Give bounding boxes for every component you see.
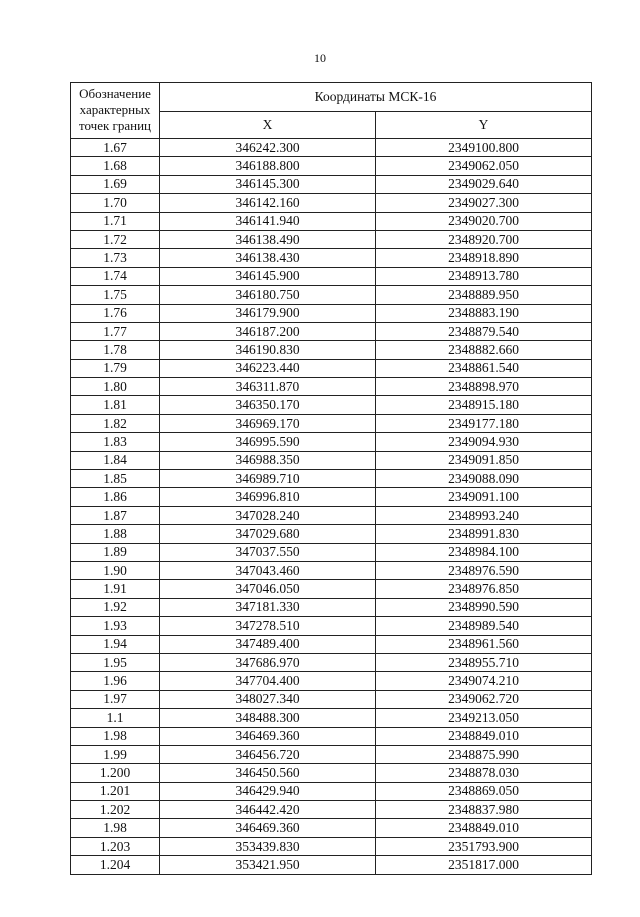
table-row <box>71 709 592 727</box>
y-coordinate-cell: 2349091.850 <box>376 451 592 469</box>
y-coordinate-cell: 2348955.710 <box>376 653 592 671</box>
table-row <box>71 543 592 561</box>
y-coordinate-cell: 2349062.720 <box>376 690 592 708</box>
point-id-cell: 1.94 <box>71 635 160 653</box>
table-row <box>71 304 592 322</box>
x-column-header: X <box>160 111 376 138</box>
x-coordinate-cell: 346188.800 <box>160 157 376 175</box>
point-id-cell: 1.80 <box>71 378 160 396</box>
x-coordinate-cell: 348488.300 <box>160 709 376 727</box>
x-coordinate-cell: 347037.550 <box>160 543 376 561</box>
x-coordinate-cell: 346469.360 <box>160 727 376 745</box>
x-coordinate-cell: 346442.420 <box>160 801 376 819</box>
table-row <box>71 378 592 396</box>
y-coordinate-cell: 2348991.830 <box>376 525 592 543</box>
x-coordinate-cell: 353421.950 <box>160 856 376 874</box>
x-coordinate-cell: 346429.940 <box>160 782 376 800</box>
y-coordinate-cell: 2349029.640 <box>376 175 592 193</box>
x-coordinate-cell: 346138.490 <box>160 230 376 248</box>
point-id-cell: 1.83 <box>71 433 160 451</box>
point-id-cell: 1.81 <box>71 396 160 414</box>
point-id-cell: 1.98 <box>71 819 160 837</box>
table-row <box>71 194 592 212</box>
table-row <box>71 598 592 616</box>
point-id-cell: 1.89 <box>71 543 160 561</box>
table-row <box>71 580 592 598</box>
point-id-cell: 1.92 <box>71 598 160 616</box>
table-row <box>71 286 592 304</box>
point-id-cell: 1.72 <box>71 230 160 248</box>
x-coordinate-cell: 346138.430 <box>160 249 376 267</box>
y-coordinate-cell: 2348915.180 <box>376 396 592 414</box>
point-id-cell: 1.75 <box>71 286 160 304</box>
table-row <box>71 782 592 800</box>
y-coordinate-cell: 2349100.800 <box>376 139 592 157</box>
y-coordinate-cell: 2348849.010 <box>376 819 592 837</box>
point-id-cell: 1.203 <box>71 837 160 855</box>
point-id-cell: 1.1 <box>71 709 160 727</box>
point-id-cell: 1.85 <box>71 470 160 488</box>
point-id-cell: 1.93 <box>71 617 160 635</box>
point-id-cell: 1.71 <box>71 212 160 230</box>
y-coordinate-cell: 2349213.050 <box>376 709 592 727</box>
point-id-cell: 1.87 <box>71 506 160 524</box>
point-id-cell: 1.67 <box>71 139 160 157</box>
x-coordinate-cell: 346456.720 <box>160 745 376 763</box>
x-coordinate-cell: 347704.400 <box>160 672 376 690</box>
point-id-cell: 1.88 <box>71 525 160 543</box>
table-row <box>71 414 592 432</box>
y-coordinate-cell: 2349091.100 <box>376 488 592 506</box>
y-coordinate-cell: 2348976.850 <box>376 580 592 598</box>
table-row <box>71 322 592 340</box>
table-row <box>71 745 592 763</box>
y-coordinate-cell: 2348913.780 <box>376 267 592 285</box>
point-id-cell: 1.91 <box>71 580 160 598</box>
point-id-cell: 1.97 <box>71 690 160 708</box>
x-coordinate-cell: 346242.300 <box>160 139 376 157</box>
x-coordinate-cell: 346469.360 <box>160 819 376 837</box>
x-coordinate-cell: 347028.240 <box>160 506 376 524</box>
y-coordinate-cell: 2348849.010 <box>376 727 592 745</box>
point-designation-header-line-3: точек границ <box>78 118 152 133</box>
x-coordinate-cell: 347686.970 <box>160 653 376 671</box>
y-coordinate-cell: 2349062.050 <box>376 157 592 175</box>
y-coordinate-cell: 2348889.950 <box>376 286 592 304</box>
y-coordinate-cell: 2351817.000 <box>376 856 592 874</box>
table-row <box>71 819 592 837</box>
y-coordinate-cell: 2349177.180 <box>376 414 592 432</box>
x-coordinate-cell: 347489.400 <box>160 635 376 653</box>
table-body <box>71 139 592 875</box>
table-row <box>71 672 592 690</box>
x-coordinate-cell: 353439.830 <box>160 837 376 855</box>
y-coordinate-cell: 2348993.240 <box>376 506 592 524</box>
y-coordinate-cell: 2348920.700 <box>376 230 592 248</box>
y-coordinate-cell: 2349074.210 <box>376 672 592 690</box>
point-id-cell: 1.95 <box>71 653 160 671</box>
point-designation-header-line-1: Обозначение <box>79 86 151 101</box>
table-row <box>71 230 592 248</box>
table-row <box>71 525 592 543</box>
x-coordinate-cell: 346179.900 <box>160 304 376 322</box>
point-id-cell: 1.99 <box>71 745 160 763</box>
x-coordinate-cell: 346145.300 <box>160 175 376 193</box>
x-coordinate-cell: 346141.940 <box>160 212 376 230</box>
point-id-cell: 1.98 <box>71 727 160 745</box>
point-id-cell: 1.69 <box>71 175 160 193</box>
y-coordinate-cell: 2348976.590 <box>376 561 592 579</box>
y-column-header: Y <box>376 111 592 138</box>
table-row <box>71 470 592 488</box>
x-coordinate-cell: 346969.170 <box>160 414 376 432</box>
point-id-cell: 1.86 <box>71 488 160 506</box>
table-row <box>71 617 592 635</box>
table-row <box>71 359 592 377</box>
point-id-cell: 1.79 <box>71 359 160 377</box>
x-coordinate-cell: 346350.170 <box>160 396 376 414</box>
x-coordinate-cell: 348027.340 <box>160 690 376 708</box>
table-row <box>71 561 592 579</box>
y-coordinate-cell: 2348961.560 <box>376 635 592 653</box>
x-coordinate-cell: 347029.680 <box>160 525 376 543</box>
x-coordinate-cell: 347278.510 <box>160 617 376 635</box>
table-row <box>71 175 592 193</box>
point-id-cell: 1.200 <box>71 764 160 782</box>
y-coordinate-cell: 2348883.190 <box>376 304 592 322</box>
x-coordinate-cell: 346187.200 <box>160 322 376 340</box>
point-id-cell: 1.202 <box>71 801 160 819</box>
table-row <box>71 506 592 524</box>
page-number: 10 <box>314 51 326 65</box>
y-coordinate-cell: 2348990.590 <box>376 598 592 616</box>
x-coordinate-cell: 346996.810 <box>160 488 376 506</box>
y-coordinate-cell: 2348989.540 <box>376 617 592 635</box>
point-id-cell: 1.68 <box>71 157 160 175</box>
x-coordinate-cell: 347046.050 <box>160 580 376 598</box>
y-coordinate-cell: 2348875.990 <box>376 745 592 763</box>
table-row <box>71 212 592 230</box>
table-row <box>71 653 592 671</box>
point-id-cell: 1.90 <box>71 561 160 579</box>
table-row <box>71 488 592 506</box>
coordinates-group-header: Координаты МСК-16 <box>160 83 592 112</box>
y-coordinate-cell: 2348861.540 <box>376 359 592 377</box>
table-row <box>71 433 592 451</box>
y-coordinate-cell: 2348879.540 <box>376 322 592 340</box>
table-row <box>71 139 592 157</box>
y-coordinate-cell: 2349027.300 <box>376 194 592 212</box>
y-coordinate-cell: 2349020.700 <box>376 212 592 230</box>
y-coordinate-cell: 2348984.100 <box>376 543 592 561</box>
y-coordinate-cell: 2351793.900 <box>376 837 592 855</box>
x-coordinate-cell: 346450.560 <box>160 764 376 782</box>
y-coordinate-cell: 2348837.980 <box>376 801 592 819</box>
table-row <box>71 727 592 745</box>
x-coordinate-cell: 346311.870 <box>160 378 376 396</box>
x-coordinate-cell: 347043.460 <box>160 561 376 579</box>
x-coordinate-cell: 346223.440 <box>160 359 376 377</box>
table-header <box>71 83 592 139</box>
x-coordinate-cell: 346989.710 <box>160 470 376 488</box>
table-row <box>71 267 592 285</box>
y-coordinate-cell: 2348918.890 <box>376 249 592 267</box>
point-designation-header <box>71 83 160 139</box>
table-row <box>71 341 592 359</box>
y-coordinate-cell: 2348898.970 <box>376 378 592 396</box>
table-row <box>71 451 592 469</box>
table-row <box>71 396 592 414</box>
table-row <box>71 801 592 819</box>
point-designation-header-line-2: характерных <box>79 102 151 117</box>
point-id-cell: 1.204 <box>71 856 160 874</box>
point-id-cell: 1.74 <box>71 267 160 285</box>
point-id-cell: 1.76 <box>71 304 160 322</box>
table-row <box>71 764 592 782</box>
y-coordinate-cell: 2349088.090 <box>376 470 592 488</box>
point-id-cell: 1.77 <box>71 322 160 340</box>
x-coordinate-cell: 346180.750 <box>160 286 376 304</box>
coordinates-table <box>70 82 592 875</box>
point-id-cell: 1.201 <box>71 782 160 800</box>
point-id-cell: 1.78 <box>71 341 160 359</box>
x-coordinate-cell: 346190.830 <box>160 341 376 359</box>
y-coordinate-cell: 2348882.660 <box>376 341 592 359</box>
point-id-cell: 1.82 <box>71 414 160 432</box>
point-id-cell: 1.73 <box>71 249 160 267</box>
table-row <box>71 635 592 653</box>
x-coordinate-cell: 346142.160 <box>160 194 376 212</box>
point-id-cell: 1.96 <box>71 672 160 690</box>
x-coordinate-cell: 346995.590 <box>160 433 376 451</box>
y-coordinate-cell: 2349094.930 <box>376 433 592 451</box>
x-coordinate-cell: 347181.330 <box>160 598 376 616</box>
table-row <box>71 837 592 855</box>
y-coordinate-cell: 2348869.050 <box>376 782 592 800</box>
point-id-cell: 1.84 <box>71 451 160 469</box>
x-coordinate-cell: 346988.350 <box>160 451 376 469</box>
point-id-cell: 1.70 <box>71 194 160 212</box>
table-row <box>71 856 592 874</box>
table-row <box>71 690 592 708</box>
table-row <box>71 249 592 267</box>
table-row <box>71 157 592 175</box>
y-coordinate-cell: 2348878.030 <box>376 764 592 782</box>
x-coordinate-cell: 346145.900 <box>160 267 376 285</box>
